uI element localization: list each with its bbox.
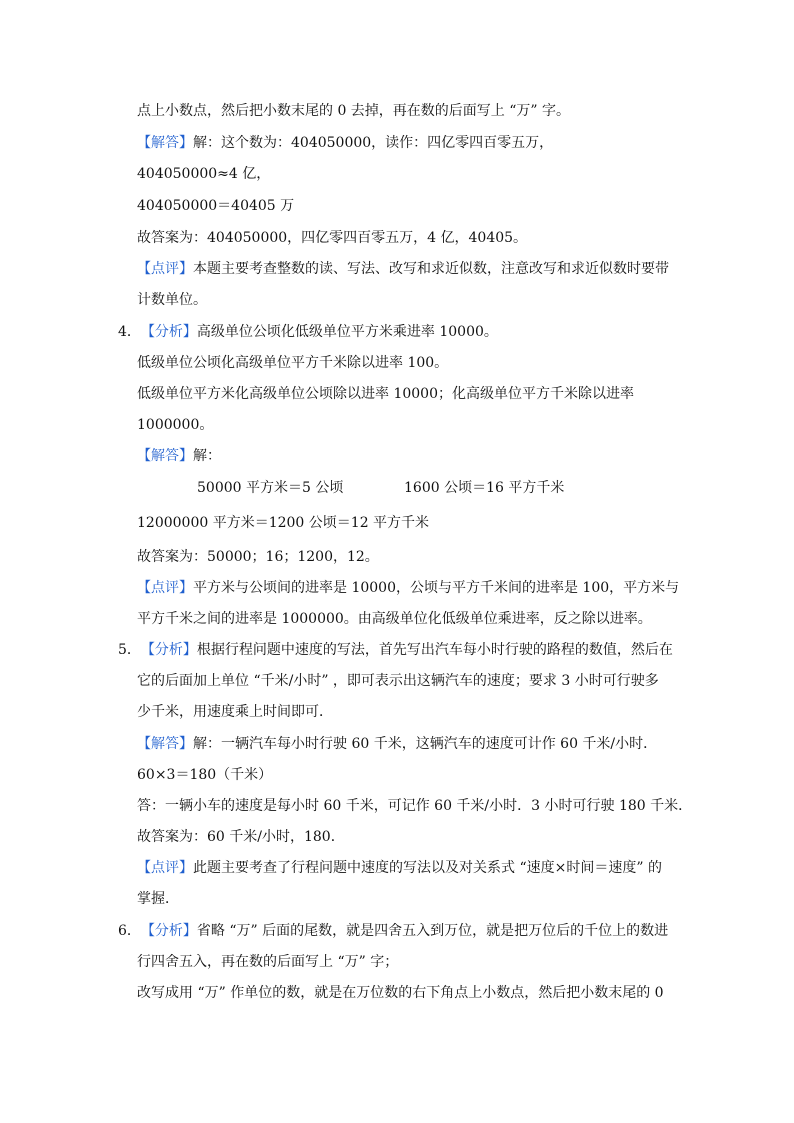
line-text: 解：这个数为：404050000，读作：四亿零四百零五万，: [193, 135, 554, 151]
comment-tag: 【点评】: [137, 580, 193, 596]
line-text: 行四舍五入，再在数的后面写上 “万” 字；: [137, 954, 399, 970]
line-text: 本题主要考查整数的读、写法、改写和求近似数，注意改写和求近似数时要带: [193, 261, 669, 277]
line-text: 它的后面加上单位 “千米/小时” ，即可表示出这辆汽车的速度；要求 3 小时可行驶多: [137, 673, 659, 689]
text-line: [137, 671, 659, 691]
answer-tag: 【解答】: [137, 448, 193, 464]
line-text: 计数单位。: [137, 292, 207, 308]
line-text: 答：一辆小车的速度是每小时 60 千米，可记作 60 千米/小时．3 小时可行驶 180 千米．: [137, 798, 693, 814]
line-text: 省略 “万” 后面的尾数，就是四舍五入到万位，就是把万位后的千位上的数进: [196, 923, 669, 939]
line-text: 少千米，用速度乘上时间即可．: [137, 704, 333, 720]
line-text: 50000 平方米＝5 公顷: [197, 480, 344, 496]
comment-line: [137, 259, 669, 279]
line-text: 平方千米之间的进率是 1000000。由高级单位化低级单位乘进率，反之除以进率。: [137, 611, 652, 627]
analysis-tag: 【分析】: [140, 923, 197, 939]
question-4-analysis-line: [118, 322, 498, 342]
line-text: 1000000。: [137, 417, 214, 433]
answer-conclusion-line: [137, 827, 345, 847]
line-text: 掌握．: [137, 891, 179, 907]
line-text: 根据行程问题中速度的写法，首先写出汽车每小时行驶的路程的数值，然后在: [196, 642, 673, 658]
line-text: 60×3＝180（千米）: [137, 767, 273, 783]
text-line: [137, 415, 213, 435]
line-text: 404050000≈4 亿，: [137, 166, 271, 182]
text-line: [137, 384, 634, 404]
comment-tag: 【点评】: [137, 261, 193, 277]
line-text: 12000000 平方米＝1200 公顷＝12 平方千米: [137, 515, 430, 531]
text-line: [137, 101, 570, 121]
line-text: 点上小数点，然后把小数末尾的 0 去掉，再在数的后面写上 “万” 字。: [137, 103, 571, 119]
analysis-tag: 【分析】: [140, 324, 197, 340]
question-5-analysis-line: [118, 640, 673, 660]
text-line: [137, 290, 207, 310]
answer-line: [137, 734, 657, 754]
text-line: [137, 702, 333, 722]
comment-tag: 【点评】: [137, 860, 193, 876]
line-text: 故答案为：404050000，四亿零四百零五万，4 亿，40405。: [137, 230, 528, 246]
line-text: 404050000＝40405 万: [137, 198, 295, 214]
answer-conclusion-line: [137, 547, 379, 567]
question-number: 4．: [118, 324, 141, 340]
equation-line: [137, 765, 272, 785]
line-text: 高级单位公顷化低级单位平方米乘进率 10000。: [196, 324, 498, 340]
answer-tag: 【解答】: [137, 736, 193, 752]
line-text: 1600 公顷＝16 平方千米: [404, 480, 565, 496]
line-text: 改写成用 “万” 作单位的数，就是在万位数的右下角点上小数点，然后把小数末尾的 0: [137, 985, 664, 1001]
line-text: 低级单位公顷化高级单位平方千米除以进率 100。: [137, 355, 449, 371]
line-text: 故答案为：60 千米/小时，180．: [137, 829, 345, 845]
text-line: [137, 164, 270, 184]
analysis-tag: 【分析】: [140, 642, 197, 658]
question-6-analysis-line: [118, 921, 668, 941]
answer-line: [137, 133, 553, 153]
text-line: [137, 609, 652, 629]
line-text: 故答案为：50000；16；1200，12。: [137, 549, 379, 565]
text-line: [137, 983, 664, 1003]
text-line: [137, 353, 448, 373]
comment-line: [137, 578, 679, 598]
line-text: 平方米与公顷间的进率是 10000，公顷与平方千米间的进率是 100，平方米与: [193, 580, 680, 596]
answer-line: [137, 446, 221, 466]
text-line: [137, 952, 398, 972]
equation-line: [197, 478, 343, 498]
text-line: [137, 889, 179, 909]
answer-conclusion-line: [137, 228, 527, 248]
question-number: 6．: [118, 923, 141, 939]
comment-line: [137, 858, 662, 878]
equation-line: [404, 478, 564, 498]
line-text: 解：一辆汽车每小时行驶 60 千米，这辆汽车的速度可计作 60 千米/小时．: [193, 736, 658, 752]
equation-line: [137, 513, 429, 533]
question-number: 5．: [118, 642, 141, 658]
text-line: [137, 796, 692, 816]
line-text: 此题主要考查了行程问题中速度的写法以及对关系式 “速度×时间＝速度” 的: [193, 860, 662, 876]
line-text: 解：: [193, 448, 221, 464]
line-text: 低级单位平方米化高级单位公顷除以进率 10000；化高级单位平方千米除以进率: [137, 386, 634, 402]
answer-tag: 【解答】: [137, 135, 193, 151]
text-line: [137, 196, 294, 216]
